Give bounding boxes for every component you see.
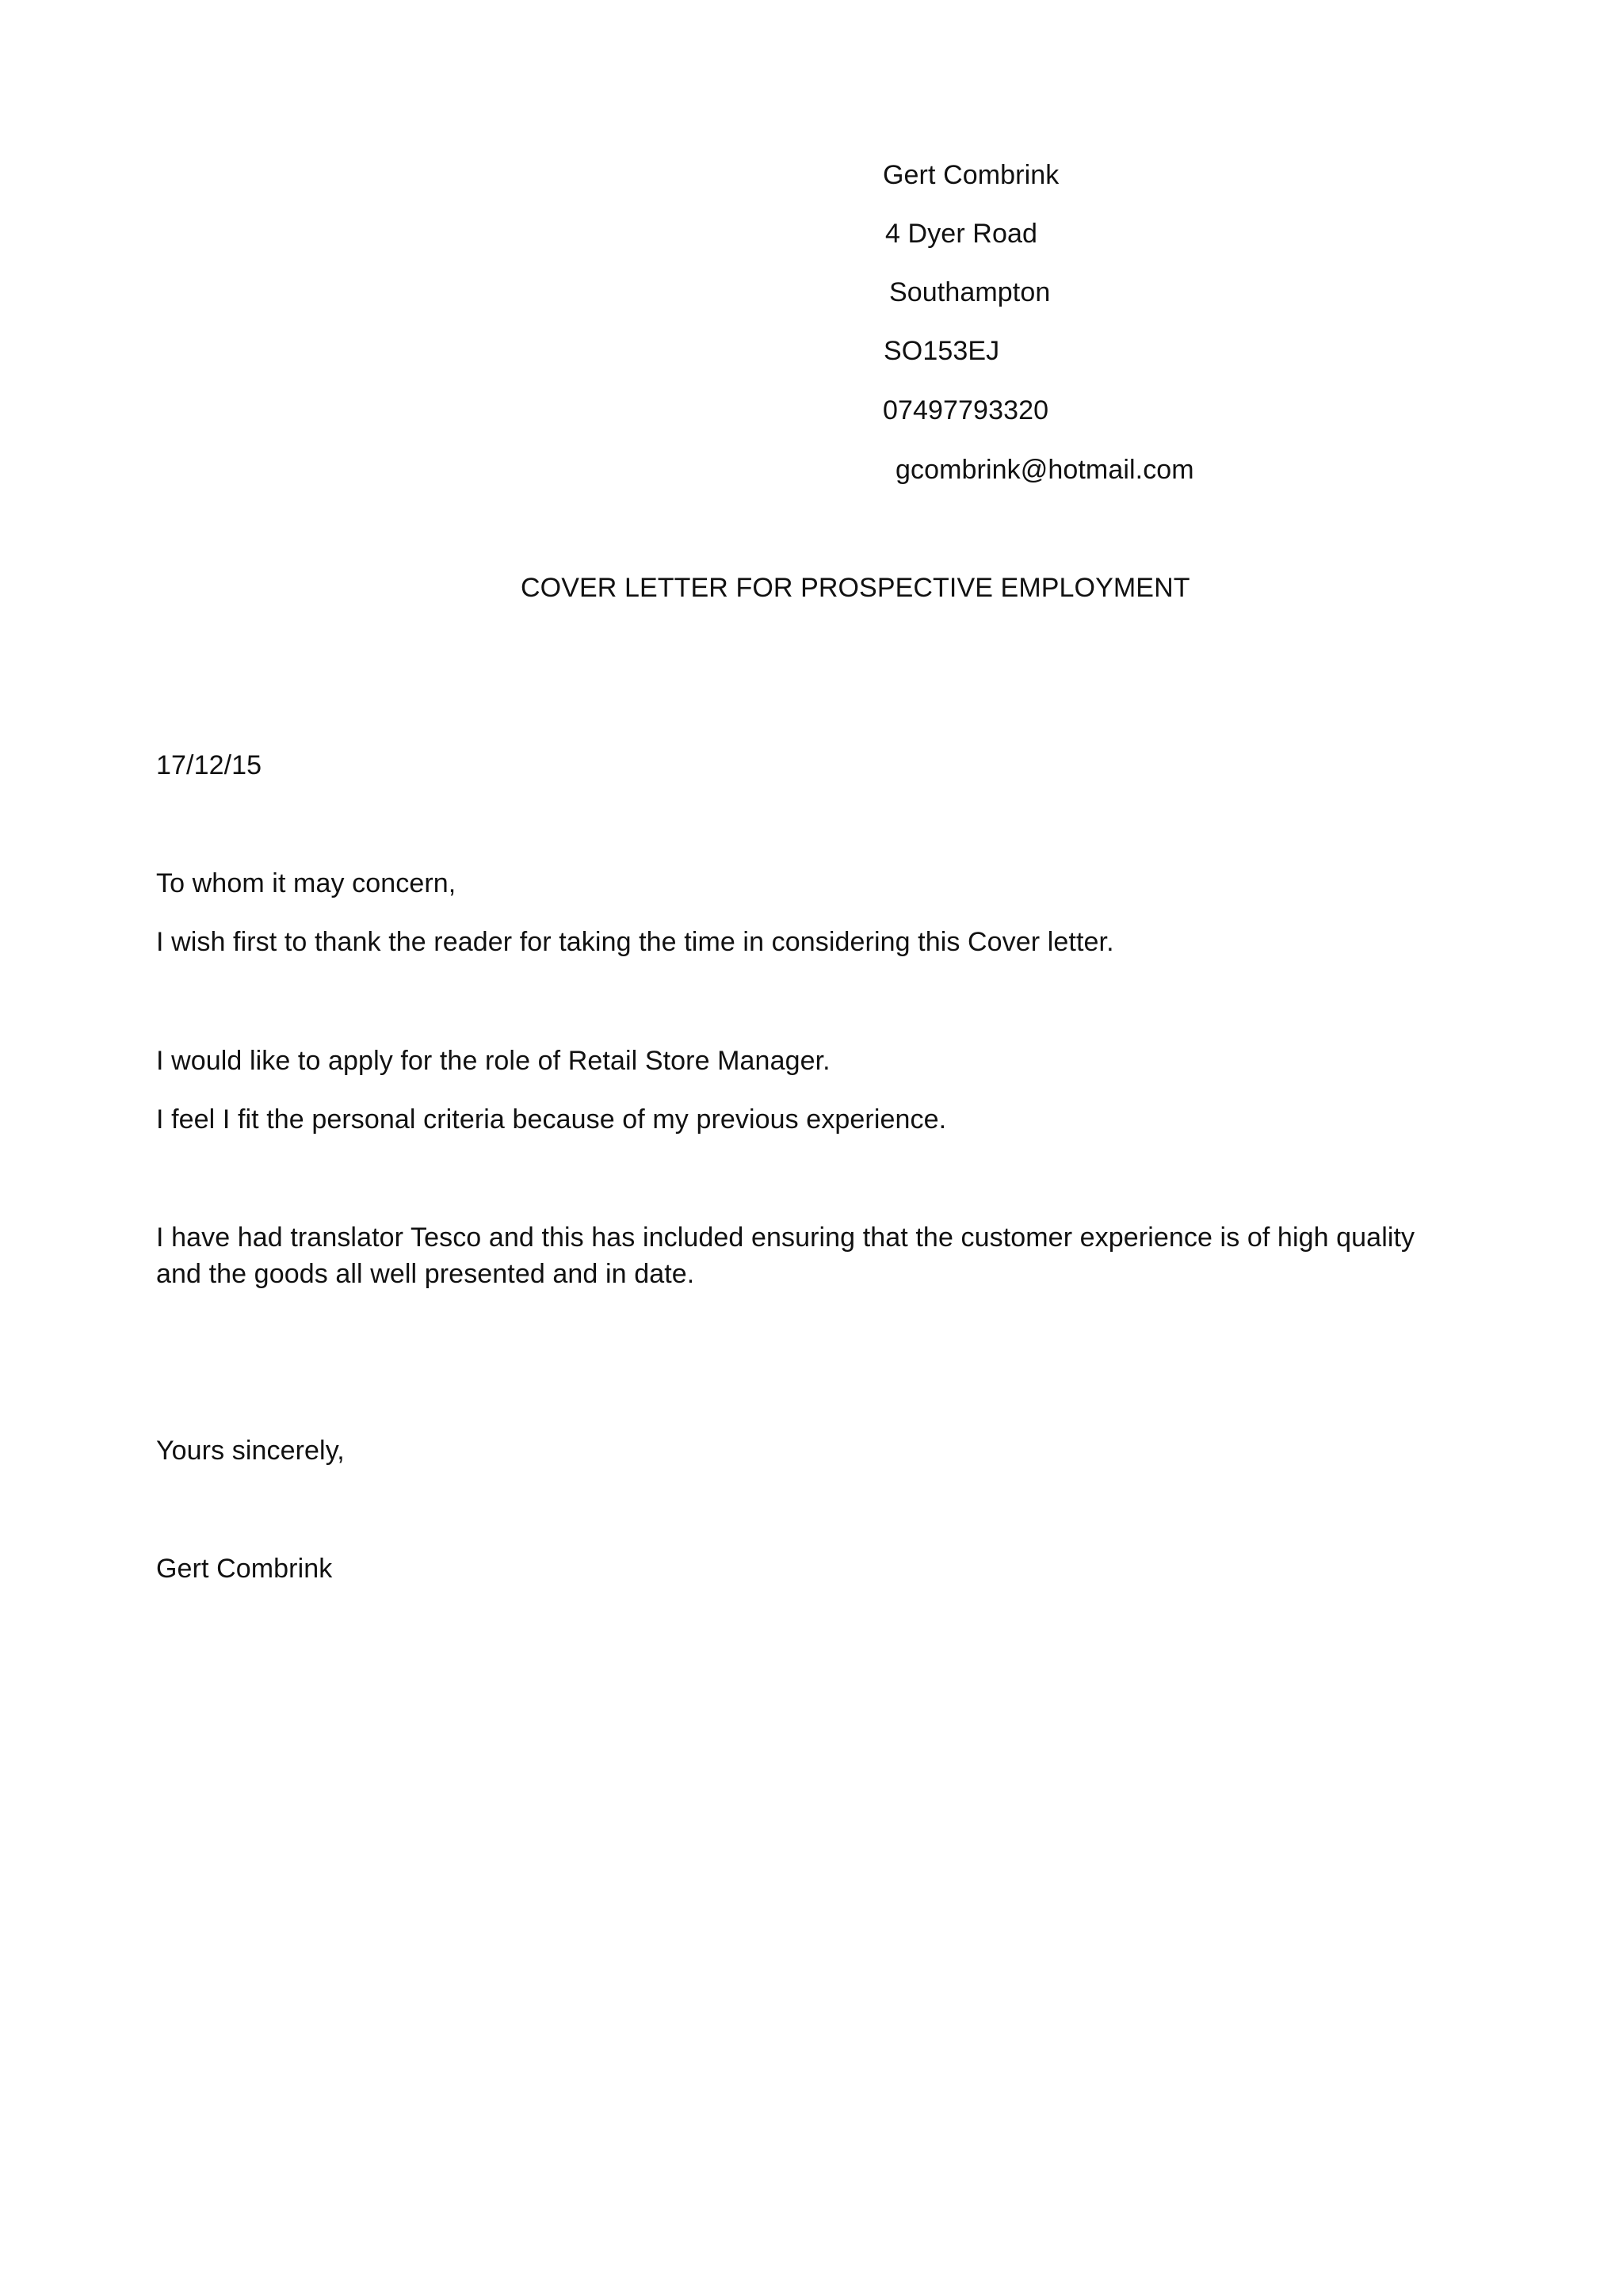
paragraph-apply: I would like to apply for the role of Retail Store Manager. (156, 1046, 831, 1076)
sender-phone: 07497793320 (883, 395, 1049, 425)
paragraph-fit: I feel I fit the personal criteria because of my previous experience. (156, 1104, 947, 1135)
signature-name: Gert Combrink (156, 1554, 333, 1584)
paragraph-thanks: I wish first to thank the reader for taking the time in considering this Cover letter. (156, 927, 1114, 957)
letter-date: 17/12/15 (156, 750, 262, 780)
sender-city: Southampton (889, 277, 1051, 307)
sender-street: 4 Dyer Road (885, 219, 1037, 249)
sender-email: gcombrink@hotmail.com (896, 455, 1194, 485)
salutation: To whom it may concern, (156, 868, 456, 898)
paragraph-experience-line1: I have had translator Tesco and this has included ensuring that the customer experience is of high quality (156, 1222, 1415, 1253)
sender-name: Gert Combrink (883, 160, 1060, 190)
sender-postcode: SO153EJ (884, 336, 1000, 366)
letter-heading: COVER LETTER FOR PROSPECTIVE EMPLOYMENT (521, 573, 1190, 603)
closing: Yours sincerely, (156, 1436, 345, 1466)
paragraph-experience-line2: and the goods all well presented and in date. (156, 1259, 695, 1289)
